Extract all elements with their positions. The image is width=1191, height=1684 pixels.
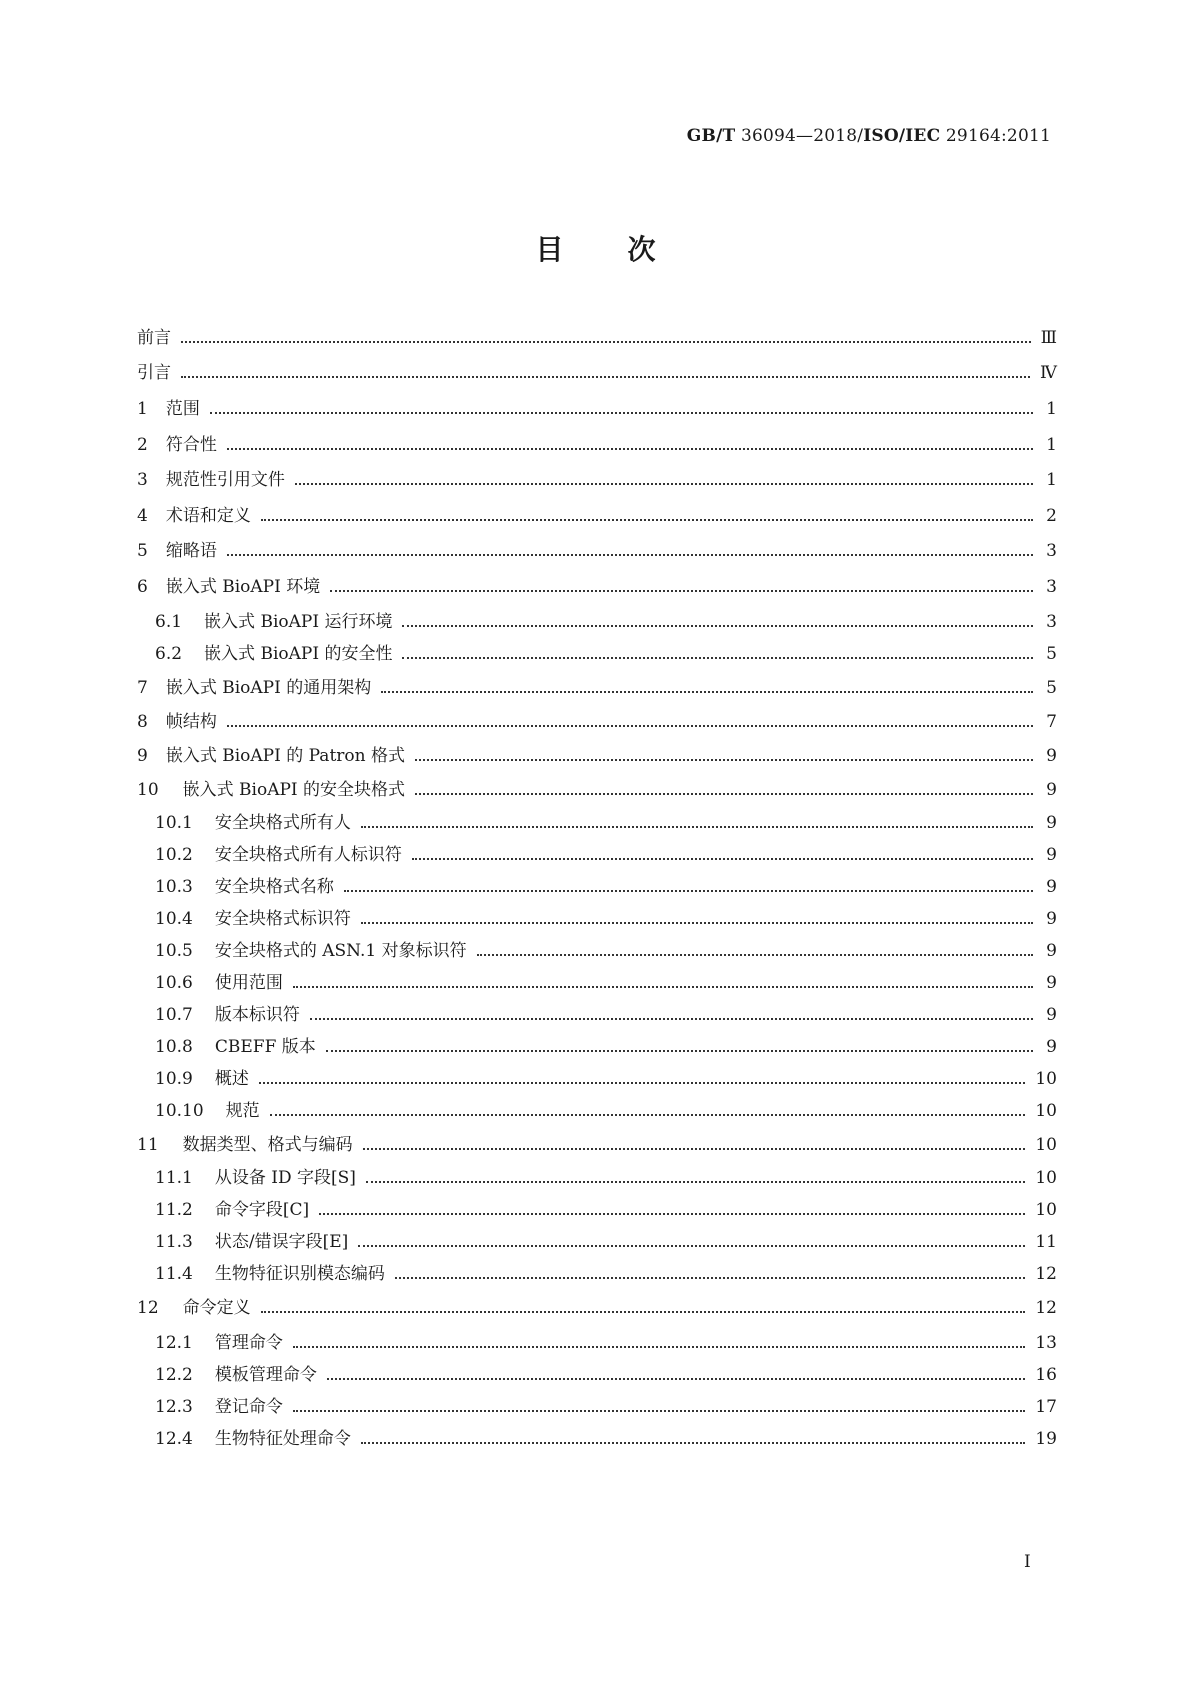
toc-entry-page: 9: [1046, 1037, 1057, 1057]
dot-leader: [310, 1018, 1033, 1020]
toc-entry[interactable]: [137, 710, 1057, 734]
toc-entry[interactable]: [137, 539, 1057, 563]
toc-entry[interactable]: [155, 939, 1057, 963]
toc-entry[interactable]: [155, 811, 1057, 835]
toc-entry-label: 帧结构: [165, 712, 217, 732]
dot-leader: [181, 341, 1031, 343]
toc-entry-label: 数据类型、格式与编码: [182, 1135, 353, 1155]
toc-entry-label: 概述: [214, 1069, 249, 1089]
toc-entry-label: 嵌入式 BioAPI 的通用架构: [165, 678, 372, 698]
toc-entry-label: 从设备 ID 字段[S]: [214, 1168, 356, 1188]
toc-entry-page: 9: [1046, 845, 1057, 865]
toc-entry-label: 生物特征处理命令: [214, 1429, 351, 1449]
dot-leader: [295, 483, 1033, 485]
toc-entry[interactable]: [155, 907, 1057, 931]
toc-entry-label: 符合性: [165, 435, 217, 455]
toc-entry-page: 1: [1046, 399, 1057, 419]
dot-leader: [293, 1346, 1026, 1348]
toc-entry-number: 6.1: [155, 612, 183, 632]
toc-entry-number: 2: [137, 435, 148, 455]
toc-entry[interactable]: [137, 468, 1057, 492]
toc-entry[interactable]: [155, 1262, 1057, 1286]
dot-leader: [361, 1442, 1026, 1444]
document-code: [687, 126, 1051, 146]
dot-leader: [363, 1148, 1026, 1150]
toc-entry-number: 10.2: [155, 845, 193, 865]
toc-entry-label: 安全块格式所有人标识符: [214, 845, 402, 865]
toc-entry-number: 12.4: [155, 1429, 193, 1449]
toc-entry-page: 10: [1035, 1168, 1057, 1188]
toc-entry-label: 规范: [225, 1101, 260, 1121]
toc-entry-label: 版本标识符: [214, 1005, 300, 1025]
toc-entry[interactable]: [137, 504, 1057, 528]
dot-leader: [227, 448, 1033, 450]
toc-entry-page: 17: [1035, 1397, 1057, 1417]
toc-entry-number: 11: [137, 1135, 159, 1155]
dot-leader: [293, 1410, 1026, 1412]
dot-leader: [270, 1114, 1026, 1116]
toc-entry-label: 范围: [165, 399, 200, 419]
toc-entry-page: 10: [1035, 1069, 1057, 1089]
toc-entry[interactable]: [137, 1296, 1057, 1320]
toc-entry-number: 12: [137, 1298, 159, 1318]
toc-entry-label: 嵌入式 BioAPI 环境: [165, 577, 321, 597]
toc-entry-number: 10.6: [155, 973, 193, 993]
toc-entry-page: 10: [1035, 1101, 1057, 1121]
toc-entry-label: 命令定义: [182, 1298, 251, 1318]
dot-leader: [358, 1245, 1025, 1247]
toc-entry-label: 安全块格式所有人: [214, 813, 351, 833]
dot-leader: [415, 793, 1033, 795]
toc-entry-page: 9: [1046, 1005, 1057, 1025]
toc-entry-number: 10.10: [155, 1101, 204, 1121]
toc-entry-number: 7: [137, 678, 148, 698]
toc-entry-page: Ⅳ: [1040, 363, 1057, 383]
toc-entry[interactable]: [137, 1133, 1057, 1157]
toc-entry-label: 使用范围: [214, 973, 283, 993]
toc-entry-page: Ⅲ: [1040, 328, 1057, 348]
dot-leader: [402, 625, 1033, 627]
toc-entry-label: 状态/错误字段[E]: [214, 1232, 349, 1252]
toc-entry-page: 5: [1046, 644, 1057, 664]
toc-entry-page: 1: [1046, 435, 1057, 455]
toc-entry-label: 管理命令: [214, 1333, 283, 1353]
toc-entry-page: 2: [1046, 506, 1057, 526]
dot-leader: [366, 1181, 1025, 1183]
toc-entry-page: 10: [1035, 1135, 1057, 1155]
dot-leader: [330, 590, 1033, 592]
toc-entry-number: 8: [137, 712, 148, 732]
toc-entry[interactable]: [155, 971, 1057, 995]
toc-entry-page: 1: [1046, 470, 1057, 490]
dot-leader: [261, 519, 1033, 521]
toc-entry-number: 10.4: [155, 909, 193, 929]
toc-entry-page: 3: [1046, 541, 1057, 561]
toc-entry-label: 安全块格式名称: [214, 877, 334, 897]
toc-entry-number: 10.3: [155, 877, 193, 897]
dot-leader: [227, 725, 1033, 727]
toc-entry-page: 16: [1035, 1365, 1057, 1385]
toc-entry-number: 11.2: [155, 1200, 193, 1220]
toc-entry[interactable]: [155, 1099, 1057, 1123]
toc-entry-number: 11.3: [155, 1232, 193, 1252]
toc-entry-label: 安全块格式的 ASN.1 对象标识符: [214, 941, 467, 961]
toc-entry-number: 10.5: [155, 941, 193, 961]
page-number: I: [1024, 1552, 1031, 1572]
toc-entry-label: 术语和定义: [165, 506, 251, 526]
toc-entry-page: 5: [1046, 678, 1057, 698]
toc-entry[interactable]: [155, 1395, 1057, 1419]
dot-leader: [327, 1378, 1026, 1380]
toc-entry-label: 安全块格式标识符: [214, 909, 351, 929]
toc-entry-label: 规范性引用文件: [165, 470, 285, 490]
toc-entry-page: 9: [1046, 941, 1057, 961]
toc-entry-label: 嵌入式 BioAPI 的安全块格式: [182, 780, 406, 800]
toc-entry-page: 9: [1046, 973, 1057, 993]
toc-entry[interactable]: [155, 642, 1057, 666]
document-code-iso-number: 29164:2011: [940, 126, 1051, 146]
dot-leader: [477, 954, 1033, 956]
toc-entry[interactable]: [155, 875, 1057, 899]
toc-entry-page: 12: [1035, 1264, 1057, 1284]
toc-entry-number: 3: [137, 470, 148, 490]
toc-entry-number: 6: [137, 577, 148, 597]
toc-entry[interactable]: [137, 778, 1057, 802]
toc-entry-number: 12.1: [155, 1333, 193, 1353]
toc-entry[interactable]: [137, 433, 1057, 457]
toc-entry[interactable]: [155, 1035, 1057, 1059]
dot-leader: [259, 1082, 1026, 1084]
toc-entry-page: 7: [1046, 712, 1057, 732]
dot-leader: [326, 1050, 1033, 1052]
toc-entry-page: 3: [1046, 612, 1057, 632]
toc-entry-label: CBEFF 版本: [214, 1037, 316, 1057]
dot-leader: [293, 986, 1033, 988]
toc-entry[interactable]: [137, 326, 1057, 350]
document-code-number: 36094—2018/: [735, 126, 864, 146]
toc-title: 目次: [535, 233, 720, 266]
dot-leader: [361, 826, 1033, 828]
dot-leader: [344, 890, 1033, 892]
toc-entry[interactable]: [155, 1003, 1057, 1027]
document-code-prefix: GB/T: [686, 126, 736, 146]
toc-entry-number: 12.3: [155, 1397, 193, 1417]
toc-entry[interactable]: [137, 361, 1057, 385]
toc-entry-page: 9: [1046, 909, 1057, 929]
toc-entry[interactable]: [155, 1331, 1057, 1355]
toc-entry[interactable]: [155, 1166, 1057, 1190]
document-code-iso: ISO/IEC: [863, 126, 941, 146]
toc-entry[interactable]: [137, 575, 1057, 599]
dot-leader: [415, 759, 1033, 761]
dot-leader: [319, 1213, 1025, 1215]
toc-entry-label: 模板管理命令: [214, 1365, 317, 1385]
toc-entry-number: 10.7: [155, 1005, 193, 1025]
toc-entry-label: 前言: [137, 328, 171, 348]
toc-entry-number: 10.9: [155, 1069, 193, 1089]
toc-entry[interactable]: [137, 744, 1057, 768]
dot-leader: [402, 657, 1033, 659]
toc-entry-label: 嵌入式 BioAPI 的安全性: [204, 644, 393, 664]
dot-leader: [261, 1311, 1026, 1313]
toc-entry-number: 11.1: [155, 1168, 193, 1188]
toc-entry[interactable]: [155, 1067, 1057, 1091]
toc-entry-page: 9: [1046, 813, 1057, 833]
dot-leader: [412, 858, 1033, 860]
toc-entry-label: 嵌入式 BioAPI 运行环境: [204, 612, 393, 632]
toc-entry-page: 9: [1046, 746, 1057, 766]
toc-entry-number: 10.8: [155, 1037, 193, 1057]
dot-leader: [381, 691, 1033, 693]
toc-entry-label: 命令字段[C]: [214, 1200, 310, 1220]
toc-entry-label: 引言: [137, 363, 171, 383]
dot-leader: [361, 922, 1033, 924]
toc-entry[interactable]: [155, 1230, 1057, 1254]
toc-entry-label: 生物特征识别模态编码: [214, 1264, 385, 1284]
toc-entry-number: 10.1: [155, 813, 193, 833]
toc-entry-label: 嵌入式 BioAPI 的 Patron 格式: [165, 746, 405, 766]
toc-entry[interactable]: [155, 843, 1057, 867]
dot-leader: [181, 376, 1030, 378]
dot-leader: [395, 1277, 1026, 1279]
toc-entry-number: 9: [137, 746, 148, 766]
toc-entry-number: 1: [137, 399, 148, 419]
toc-entry[interactable]: [137, 397, 1057, 421]
toc-entry-number: 11.4: [155, 1264, 193, 1284]
toc-entry-page: 9: [1046, 877, 1057, 897]
toc-entry[interactable]: [155, 1363, 1057, 1387]
toc-entry-label: 缩略语: [165, 541, 217, 561]
toc-entry-number: 12.2: [155, 1365, 193, 1385]
toc-entry-label: 登记命令: [214, 1397, 283, 1417]
toc-entry-page: 3: [1046, 577, 1057, 597]
toc-entry-page: 10: [1035, 1200, 1057, 1220]
toc-entry-number: 4: [137, 506, 148, 526]
dot-leader: [227, 554, 1033, 556]
toc-entry-page: 13: [1035, 1333, 1057, 1353]
toc-entry-page: 12: [1035, 1298, 1057, 1318]
toc-entry[interactable]: [155, 1198, 1057, 1222]
dot-leader: [210, 412, 1033, 414]
toc-entry-number: 10: [137, 780, 159, 800]
toc-entry-number: 5: [137, 541, 148, 561]
toc-entry-page: 9: [1046, 780, 1057, 800]
toc-entry-page: 11: [1035, 1232, 1057, 1252]
toc-entry-page: 19: [1035, 1429, 1057, 1449]
toc-entry[interactable]: [155, 610, 1057, 634]
toc-entry[interactable]: [155, 1427, 1057, 1451]
toc-entry[interactable]: [137, 676, 1057, 700]
toc-entry-number: 6.2: [155, 644, 183, 664]
